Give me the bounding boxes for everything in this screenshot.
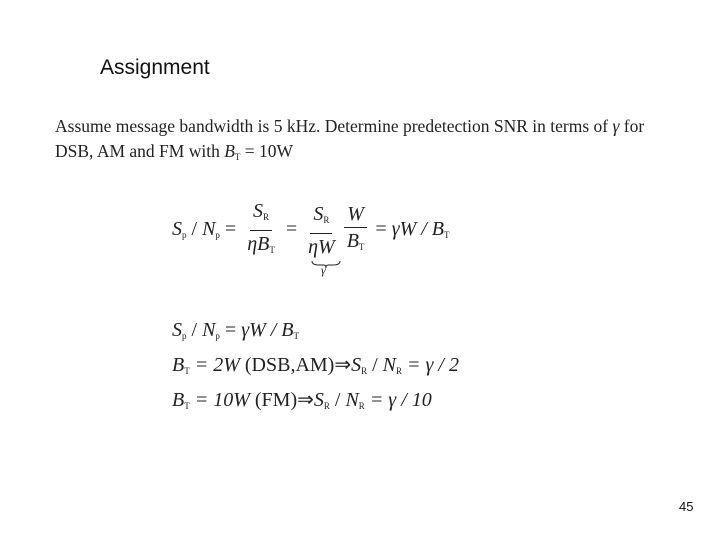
- frac3-den: [344, 228, 368, 258]
- r2-mode: (DSB,AM): [244, 354, 335, 376]
- r1-s: S: [172, 319, 182, 341]
- rhs-sub: T: [444, 230, 450, 241]
- frac3-num: W: [344, 203, 367, 228]
- prompt-text1-end: for: [623, 116, 645, 136]
- r3-implies-icon: ⇒: [297, 389, 314, 411]
- prompt-text2: DSB, AM and FM with: [55, 141, 220, 161]
- r1-equals: =: [219, 319, 242, 341]
- lhs-s: S: [172, 218, 182, 241]
- equation-row-2: [172, 351, 459, 386]
- r1-slash: /: [186, 319, 203, 341]
- equation-row-1: [172, 316, 459, 351]
- fraction-w-bt: [344, 203, 368, 258]
- prompt-bt: [224, 141, 293, 161]
- r1-n: N: [202, 319, 216, 341]
- prompt-gamma: γ: [612, 116, 620, 136]
- r2-implies-icon: ⇒: [334, 354, 352, 376]
- r1-n-sub: p: [215, 331, 220, 341]
- r2-val: = 2W: [189, 354, 245, 376]
- equation-row-3: [172, 386, 459, 421]
- lhs-s-sub: p: [182, 230, 187, 241]
- frac3-den-sub: T: [358, 242, 365, 252]
- lhs-n: N: [202, 218, 216, 241]
- prompt-bt-B: B: [224, 141, 235, 161]
- fraction-sr-etaw: [305, 203, 338, 258]
- r1-rhs: γW / B: [241, 319, 294, 341]
- r3-b-sub: T: [184, 401, 190, 411]
- slide-title: Assignment: [100, 56, 210, 79]
- frac1-den-text: ηB: [247, 233, 270, 255]
- slash: /: [186, 218, 203, 241]
- prompt-bt-rhs: = 10W: [240, 141, 294, 161]
- prompt-text1: Assume message bandwidth is 5 kHz. Determine predetection SNR in terms of: [55, 116, 609, 136]
- equals-2: =: [280, 218, 303, 241]
- frac1-den: [244, 231, 278, 261]
- r2-b-sub: T: [184, 366, 190, 376]
- prompt-bt-sub: T: [234, 152, 241, 162]
- r3-b: B: [172, 389, 185, 411]
- frac2-den: ηW: [308, 236, 335, 258]
- frac2-num-s: S: [313, 203, 324, 225]
- r3-s: S: [313, 389, 324, 411]
- underbrace-icon: [311, 260, 341, 268]
- frac2-num-sub: R: [323, 215, 330, 225]
- frac1-num-sub: R: [263, 212, 270, 222]
- rhs-text: γW / B: [391, 218, 445, 241]
- r3-slash: /: [329, 389, 346, 411]
- fraction-sr-etabt: [244, 200, 278, 261]
- lhs-sp: [172, 218, 187, 240]
- prompt-line1: [55, 116, 644, 136]
- r3-val: = 10W: [189, 389, 255, 411]
- r3-n: N: [345, 389, 359, 411]
- r2-slash: /: [367, 354, 383, 376]
- r1-rhs-sub: T: [293, 331, 300, 341]
- r2-s: S: [351, 354, 362, 376]
- r3-n-sub: R: [358, 401, 365, 411]
- equals-3: =: [370, 218, 392, 241]
- r1-s-sub: p: [182, 331, 187, 341]
- rhs: [392, 218, 450, 240]
- lhs-np: [202, 218, 220, 240]
- r3-rhs: = γ / 10: [364, 389, 432, 411]
- r2-n: N: [382, 354, 397, 376]
- r2-b: B: [172, 354, 185, 376]
- cases-equations: [172, 316, 459, 421]
- r2-rhs: = γ / 2: [402, 354, 459, 376]
- problem-statement: [55, 114, 644, 170]
- underbrace-gamma: γ: [321, 263, 326, 277]
- frac1-num-s: S: [253, 200, 263, 222]
- frac2-num: [310, 203, 332, 234]
- r3-s-sub: R: [323, 401, 330, 411]
- lhs-n-sub: p: [215, 230, 220, 241]
- equals-1: =: [219, 218, 242, 241]
- frac1-num: [250, 200, 272, 231]
- r3-mode: (FM): [254, 389, 298, 411]
- frac1-den-sub: T: [269, 245, 275, 255]
- frac3-den-b: B: [346, 230, 359, 252]
- r2-n-sub: R: [396, 366, 403, 376]
- snr-equation: [172, 200, 450, 277]
- prompt-line2: [55, 139, 644, 170]
- page-number: 45: [679, 499, 694, 514]
- r2-s-sub: R: [361, 366, 368, 376]
